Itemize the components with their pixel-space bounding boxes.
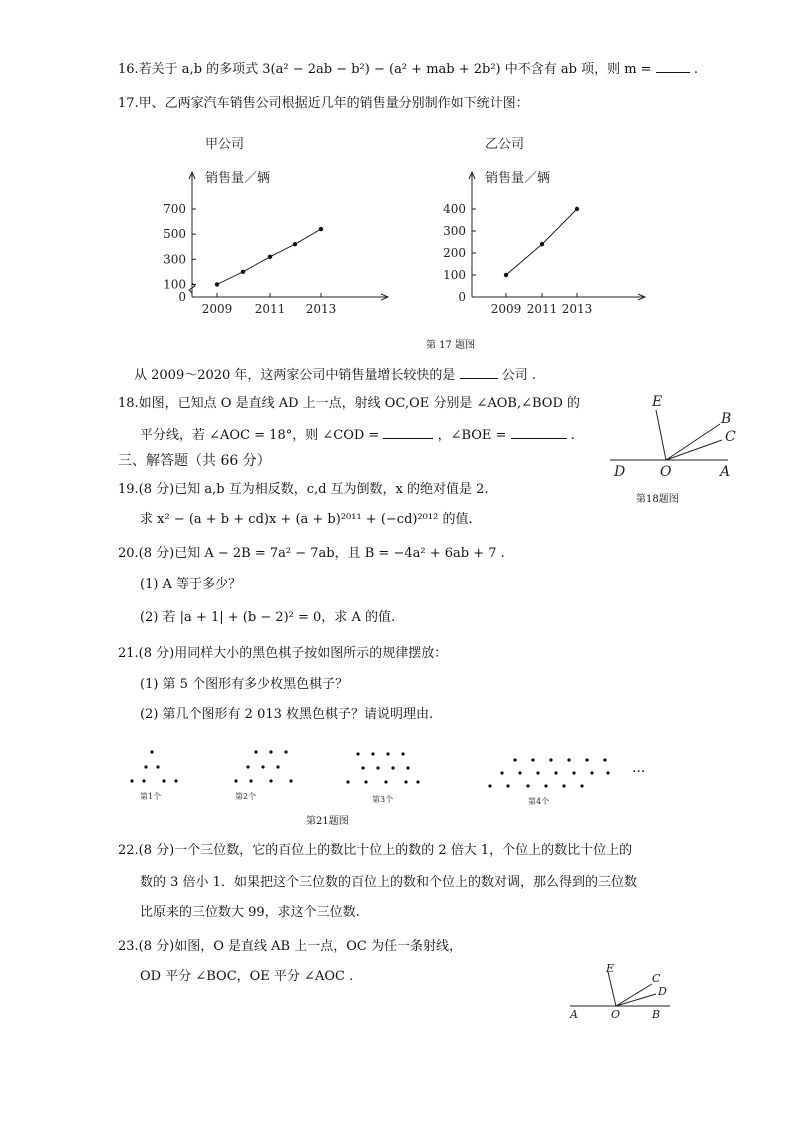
chess-piece-dot <box>391 766 394 769</box>
chess-piece-dot <box>590 771 593 774</box>
q18-text-c: . <box>570 428 575 443</box>
question-20-line1: 20.(8 分)已知 A − 2B = 7a² − 7ab，且 B = −4a² + 6ab + 7 . <box>118 546 505 561</box>
q23-label-O: O <box>611 1008 621 1021</box>
chart-jia-data-point <box>215 282 219 286</box>
q21-label-4: 第4个 <box>528 797 550 806</box>
chart-jia-data-point <box>268 255 272 259</box>
chart-jia-y-tick-label: 300 <box>163 252 186 267</box>
chart-yi-y-tick-label: 400 <box>443 202 466 216</box>
q17-answer-end: 公司 . <box>501 368 536 383</box>
chart-jia-y-tick-label: 0 <box>178 290 186 304</box>
q18-ray-OB <box>666 424 720 460</box>
q23-figure <box>566 958 686 1026</box>
q21-label-2: 第2个 <box>235 792 257 801</box>
chess-piece-dot <box>513 758 516 761</box>
question-19-line1: 19.(8 分)已知 a,b 互为相反数，c,d 互为倒数，x 的绝对值是 2. <box>118 482 489 497</box>
chart-yi-x-tick-label: 2013 <box>561 302 593 316</box>
chart-yi-x-tick-label: 2011 <box>526 302 558 316</box>
q18-caption: 第18题图 <box>636 494 679 505</box>
chess-piece-dot <box>156 765 159 768</box>
chart-jia-ylabel: 销售量／辆 <box>205 171 271 186</box>
chart-jia-y-tick-label: 700 <box>163 202 186 216</box>
chess-piece-dot <box>346 780 349 783</box>
chess-piece-dot <box>606 771 609 774</box>
q16-end: . <box>693 62 698 77</box>
chess-piece-dot <box>562 784 565 787</box>
chart-jia-y-tick-label: 100 <box>163 277 186 292</box>
chart-yi-plot <box>443 172 645 316</box>
chart-yi-data-point <box>540 242 544 246</box>
chess-piece-dot <box>386 752 389 755</box>
q21-ellipsis: ··· <box>632 764 646 780</box>
chess-piece-dot <box>361 766 364 769</box>
chess-piece-dot <box>150 750 153 753</box>
q17-answer-blank[interactable] <box>460 366 498 379</box>
chart-yi-title: 乙公司 <box>485 137 525 152</box>
chart-jia-title: 甲公司 <box>205 137 245 152</box>
chart-yi-x-tick-label: 2009 <box>490 302 522 316</box>
q16-text: 16.若关于 a,b 的多项式 3(a² − 2ab − b²) − (a² + mab + 2b²) 中不含有 ab 项，则 m = <box>118 62 652 77</box>
q23-ray-OE <box>608 972 616 1006</box>
q18-figure <box>604 388 754 488</box>
chart-jia-x-tick-label: 2011 <box>254 302 286 316</box>
q21-figure <box>118 740 678 810</box>
question-20-part1: (1) A 等于多少？ <box>140 577 242 592</box>
chess-piece-dot <box>536 771 539 774</box>
chart-jia-plot <box>163 172 388 316</box>
chess-piece-dot <box>549 758 552 761</box>
q18-label-B: B <box>721 411 732 427</box>
chess-piece-dot <box>572 771 575 774</box>
chess-piece-dot <box>506 784 509 787</box>
question-17: 17.甲、乙两家汽车销售公司根据近几年的销售量分别制作如下统计图： <box>118 96 529 111</box>
q23-ray-OD <box>616 994 656 1006</box>
chess-piece-dot <box>406 766 409 769</box>
question-16 <box>118 60 698 79</box>
chess-piece-dot <box>371 752 374 755</box>
chess-piece-dot <box>567 758 570 761</box>
chart-yi-ylabel: 销售量／辆 <box>485 171 551 186</box>
chart-yi-y-tick-label: 200 <box>443 246 466 260</box>
question-21-line1: 21.(8 分)用同样大小的黑色棋子按如图所示的规律摆放： <box>118 646 448 661</box>
q18-answer-blank-2[interactable] <box>511 426 567 439</box>
q17-caption: 第 17 题图 <box>426 340 476 351</box>
chart-jia-data-point <box>241 270 245 274</box>
chess-piece-dot <box>518 771 521 774</box>
q23-label-C: C <box>652 972 661 985</box>
chess-piece-dot <box>269 750 272 753</box>
chess-piece-dot <box>234 779 237 782</box>
q18-ray-OE <box>656 410 666 460</box>
chart-yi-data-point <box>575 207 579 211</box>
chess-piece-dot <box>269 779 272 782</box>
chess-piece-dot <box>416 780 419 783</box>
q18-answer-blank-1[interactable] <box>383 426 433 439</box>
chart-yi <box>440 130 650 325</box>
question-21-part2: (2) 第几个图形有 2 013 枚黑色棋子？请说明理由. <box>140 707 434 722</box>
question-19-line2: 求 x² − (a + b + cd)x + (a + b)²⁰¹¹ + (−cd)²⁰¹² 的值. <box>140 512 473 527</box>
chart-yi-y-tick-label: 0 <box>458 290 466 304</box>
chart-yi-y-tick-label: 300 <box>443 224 466 238</box>
chart-yi-series-line <box>506 209 577 275</box>
chess-piece-dot <box>585 758 588 761</box>
q18-label-C: C <box>725 429 736 445</box>
chess-piece-dot <box>289 779 292 782</box>
chess-piece-dot <box>144 765 147 768</box>
chart-jia-x-tick-label: 2013 <box>305 302 337 316</box>
chess-piece-dot <box>554 771 557 774</box>
question-22-line3: 比原来的三位数大 99，求这个三位数. <box>140 905 360 920</box>
section-3-heading: 三、解答题（共 66 分） <box>118 453 271 469</box>
chart-jia-data-point <box>293 242 297 246</box>
q23-ray-OC <box>616 984 652 1006</box>
question-23-line1: 23.(8 分)如图，O 是直线 AB 上一点，OC 为任一条射线， <box>118 939 462 954</box>
chess-piece-dot <box>254 750 257 753</box>
q21-label-1: 第1个 <box>140 792 162 801</box>
chess-piece-dot <box>401 752 404 755</box>
chess-piece-dot <box>531 758 534 761</box>
q21-label-3: 第3个 <box>372 795 394 804</box>
q18-text-b: ，∠BOE = <box>437 428 507 443</box>
chess-piece-dot <box>364 780 367 783</box>
q17-answer-text: 从 2009～2020 年，这两家公司中销售量增长较快的是 <box>134 368 456 383</box>
question-23-line2: OD 平分 ∠BOC，OE 平分 ∠AOC . <box>140 969 354 984</box>
q18-text-a: 平分线，若 ∠AOC = 18°，则 ∠COD = <box>140 428 380 443</box>
question-22-line1: 22.(8 分)一个三位数，它的百位上的数比十位上的数的 2 倍大 1，个位上的数比十位上的 <box>118 843 633 858</box>
chess-piece-dot <box>130 779 133 782</box>
q18-ray-OC <box>666 440 722 460</box>
chess-piece-dot <box>603 758 606 761</box>
chess-piece-dot <box>249 779 252 782</box>
question-21-part1: (1) 第 5 个图形有多少枚黑色棋子？ <box>140 677 349 692</box>
chess-piece-dot <box>544 784 547 787</box>
chess-piece-dot <box>580 784 583 787</box>
q23-label-B: B <box>652 1008 661 1021</box>
q21-caption: 第21题图 <box>306 816 349 827</box>
chess-piece-dot <box>488 784 491 787</box>
chess-piece-dot <box>261 765 264 768</box>
chess-piece-dot <box>142 779 145 782</box>
chess-piece-dot <box>384 780 387 783</box>
chess-piece-dot <box>276 765 279 768</box>
q18-label-A: A <box>720 464 731 480</box>
q23-label-D: D <box>658 985 667 998</box>
question-20-part2: (2) 若 |a + 1| + (b − 2)² = 0，求 A 的值. <box>140 610 396 625</box>
chart-jia-y-tick-label: 500 <box>163 227 186 242</box>
q18-label-D: D <box>614 464 626 480</box>
q23-label-A: A <box>570 1008 578 1021</box>
q16-answer-blank[interactable] <box>656 60 690 73</box>
chess-piece-dot <box>404 780 407 783</box>
q17-answer-line <box>134 366 536 385</box>
q23-label-E: E <box>606 962 615 975</box>
chart-jia <box>160 130 400 325</box>
chart-jia-data-point <box>319 227 323 231</box>
question-22-line2: 数的 3 倍小 1．如果把这个三位数的百位上的数和个位上的数对调，那么得到的三位数 <box>140 875 637 890</box>
chess-piece-dot <box>500 771 503 774</box>
chess-piece-dot <box>162 779 165 782</box>
chart-yi-data-point <box>504 273 508 277</box>
chess-piece-dot <box>246 765 249 768</box>
chess-piece-dot <box>376 766 379 769</box>
chess-piece-dot <box>174 779 177 782</box>
question-18-line1: 18.如图，已知点 O 是直线 AD 上一点，射线 OC,OE 分别是 ∠AOB,∠BOD 的 <box>118 396 581 411</box>
q18-label-O: O <box>660 464 672 480</box>
question-18-line2 <box>140 426 575 445</box>
chart-jia-x-tick-label: 2009 <box>201 302 233 316</box>
chess-piece-dot <box>526 784 529 787</box>
chess-piece-dot <box>356 752 359 755</box>
q18-label-E: E <box>652 394 663 410</box>
chart-yi-y-tick-label: 100 <box>443 268 466 282</box>
chess-piece-dot <box>284 750 287 753</box>
